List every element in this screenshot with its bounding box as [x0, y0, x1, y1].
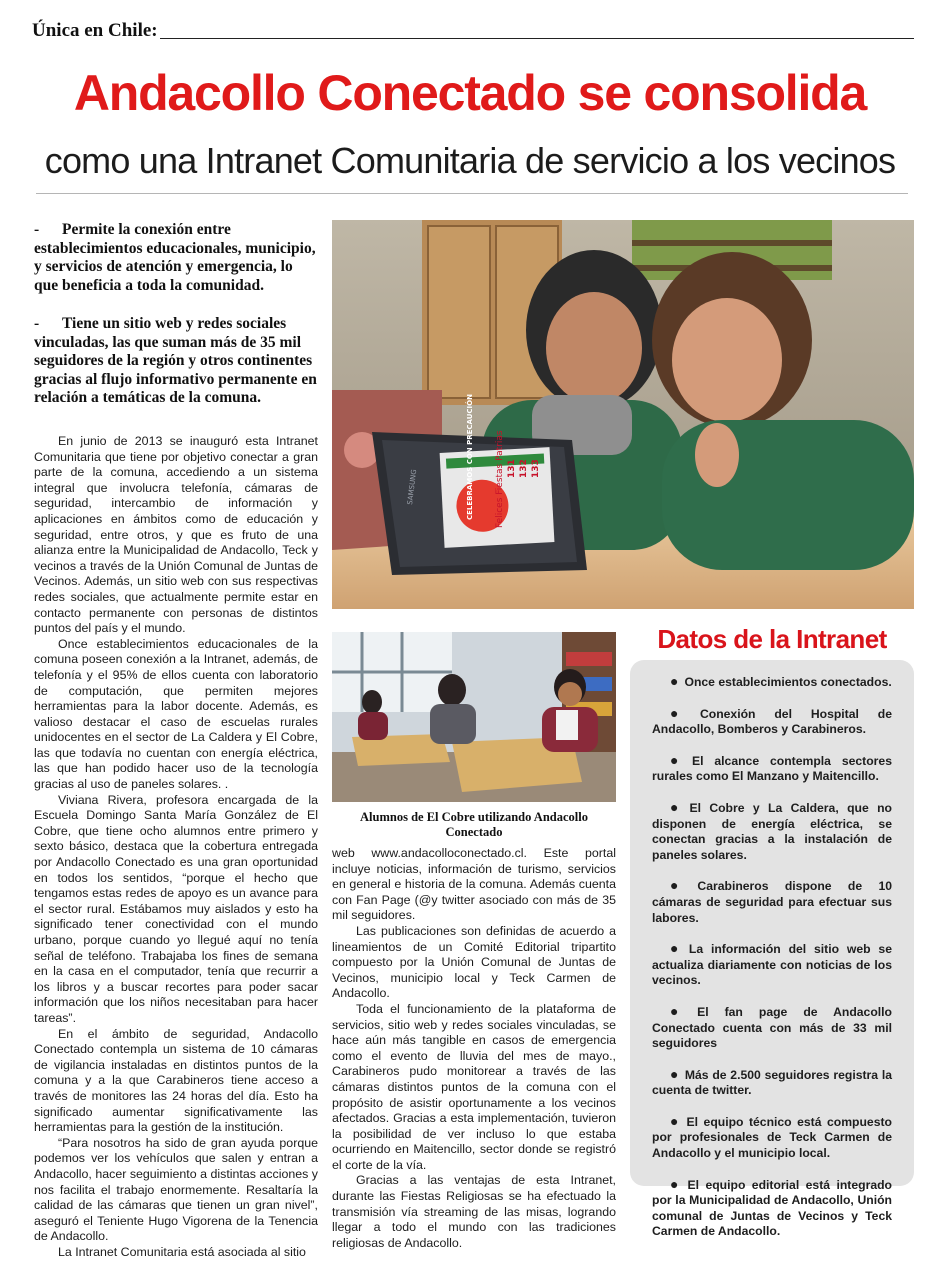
bullet-dot-icon: ●: [670, 1175, 682, 1192]
sidebar-item: ● Más de 2.500 seguidores registra la cuenta de twitter.: [652, 1065, 892, 1098]
bullet-dot-icon: ●: [670, 673, 679, 689]
article-paragraph: En el ámbito de seguridad, Andacollo Conectado contempla un sistema de 10 cámaras de vigilancia instaladas en distintos puntos de la comuna y a la que Carabineros tiene acceso a través de monitores las 24 horas del día. Esto ha significado aumentar significativamente las herramientas para la gestión de la institución.: [34, 1026, 318, 1135]
bullet-text: Tiene un sitio web y redes sociales vinculadas, las que suman más de 35 mil seguidores de la región y otros continentes gracias al flujo informativo permanente en relación a temáticas de la comuna.: [34, 315, 317, 406]
sticker-text: CELEBRAMOS CON PRECAUCIÓN: [466, 394, 474, 520]
article-column-middle: [332, 846, 616, 1251]
article-paragraph: La Intranet Comunitaria está asociada al sitio: [58, 1244, 306, 1259]
article-paragraph: Once establecimientos educacionales de la comuna poseen conexión a la Intranet, además, de telefonía y el 95% de ellos cuenta con laboratorio de computación, que permiten mejores herramientas para la labor docente. Además, es valioso destacar el caso de escuelas rurales unidocentes en el sector de La Caldera y El Cobre, las que todavía no cuentan con energía eléctrica, las que han podido hacer uso de la tecnología gracias al uso de paneles solares. .: [34, 636, 318, 792]
bullet-dot-icon: ●: [670, 1065, 679, 1082]
header-divider: [36, 193, 908, 194]
sidebar-item: ● La información del sitio web se actualiza diariamente con noticias de los vecinos.: [652, 940, 892, 988]
classroom-photo: [332, 632, 616, 802]
article-paragraph: Viviana Rivera, profesora encargada de la Escuela Domingo Santa María González de El Cobre, que tiene ocho alumnos entre primero y sexto básico, destaca que la cobertura entregada por Andacollo Conectado es una gran oportunidad en todos los sentidos, “porque el hecho que tengamos estas redes de apoyo es un avance para el sector rural. Estábamos muy aislados y esto ha significado tener conectividad con el mundo urbano, porque cuando yo llegué aquí no tenía señal de teléfono. Trabajaba los fines de semana en la casa en el computador, tenía que recurrir a los libros y a buscar recortes para poder sacar información que los niños necesitaban para hacer tareas”.: [34, 792, 318, 1025]
sidebar-item: ● El fan page de Andacollo Conectado cuenta con más de 33 mil seguidores: [652, 1002, 892, 1051]
sidebar-box: [630, 660, 914, 1239]
article-paragraph: Gracias a las ventajas de esta Intranet, durante las Fiestas Religiosas se ha efectuado la transmisión vía streaming de las misas, logrando llegar a todo el mundo con las tradiciones religiosas de Andacollo.: [332, 1173, 616, 1250]
summary-bullet: [34, 221, 318, 295]
section-label: Única en Chile:: [32, 20, 158, 41]
bullet-dash: -: [34, 315, 40, 332]
photo-caption: Alumnos de El Cobre utilizando Andacollo Conectado: [360, 810, 588, 839]
sidebar-item: ● El equipo técnico está compuesto por profesionales de Teck Carmen de Andacollo y el municipio local.: [652, 1112, 892, 1161]
article-paragraph: web www.andacolloconectado.cl. Este portal incluye noticias, información de turismo, servicios en general e historia de la comuna. Además cuenta con Fan Page (@y twitter asociado con más de 35 mil seguidores.: [332, 846, 616, 923]
article-paragraph: “Para nosotros ha sido de gran ayuda porque podemos ver los vehículos que salen y entran a Andacollo, hacer seguimiento a distintas acciones y nos facilita el trabajo enormemente. Resaltaría la calidad de las cámaras que tienen un gran nivel”, aseguró el Teniente Hugo Vigorena de la Tenencia de Andacollo.: [34, 1135, 318, 1244]
sidebar-item: ● Once establecimientos conectados.: [670, 673, 892, 689]
bullet-dot-icon: ●: [670, 751, 686, 768]
bullet-dash: -: [34, 221, 40, 238]
sticker-number: 131: [507, 459, 517, 478]
sidebar-item: ● El equipo editorial está integrado por la Municipalidad de Andacollo, Unión comunal de Juntas de Vecinos y Teck Carmen de Andacollo.: [652, 1175, 892, 1239]
article-paragraph: Las publicaciones son definidas de acuerdo a lineamientos de un Comité Editorial tripartito compuesto por la Unión Comunal de Juntas de Vecinos, municipio local y Teck Carmen de Andacollo.: [332, 923, 616, 1001]
section-rule: [160, 38, 914, 39]
main-photo: [332, 220, 914, 609]
bullet-dot-icon: ●: [670, 1112, 681, 1129]
bullet-dot-icon: ●: [670, 877, 692, 894]
bullet-dot-icon: ●: [670, 798, 684, 815]
sticker-number: 133: [531, 459, 541, 478]
sidebar-title: Datos de la Intranet: [657, 624, 887, 654]
bullet-dot-icon: ●: [670, 704, 694, 721]
sidebar-item: ● El alcance contempla sectores rurales como El Manzano y Maitencillo.: [652, 751, 892, 784]
sticker-title: Felices Fiestas Patrias: [495, 430, 505, 528]
sticker-number: 132: [519, 459, 529, 478]
sidebar-list: [630, 660, 914, 1240]
sidebar-item: ● El Cobre y La Caldera, que no disponen de energía eléctrica, se conectan gracias a la instalación de paneles solares.: [652, 798, 892, 862]
sidebar-item: ● Carabineros dispone de 10 cámaras de seguridad para efectuar sus labores.: [652, 877, 892, 925]
article-paragraph: Toda el funcionamiento de la plataforma de servicios, sitio web y redes sociales vinculadas, se hace aún más tangible en casos de emergencia como el evento de lluvia del mes de mayo., Carabineros pudo monitorear a través de las cámaras distintos puntos de la comuna con el propósito de asistir oportunamente a los vecinos afectados. Gracias a esta implementación, tuvieron la posibilidad de ver incluso lo que estaba ocurriendo en Maitencillo, sector donde se registró el corte de la vía.: [332, 1001, 616, 1172]
subheadline: como una Intranet Comunitaria de servicio a los vecinos: [44, 140, 896, 181]
laptop-brand: SAMSUNG: [406, 468, 419, 506]
bullet-text: Permite la conexión entre establecimientos educacionales, municipio, y servicios de atención y emergencia, lo que beneficia a toda la comunidad.: [34, 221, 316, 294]
bullet-dot-icon: ●: [670, 1002, 692, 1019]
article-column-left: [34, 434, 318, 1260]
sidebar-item: ● Conexión del Hospital de Andacollo, Bomberos y Carabineros.: [652, 704, 892, 737]
headline: Andacollo Conectado se consolida: [73, 65, 867, 121]
bullet-dot-icon: ●: [670, 940, 683, 957]
summary-bullet: [34, 315, 318, 408]
article-paragraph: En junio de 2013 se inauguró esta Intranet Comunitaria que tiene por objetivo conectar a gran parte de la comuna, accediendo a un sistema integral que involucra telefonía, cámaras de seguridad, intercambio de información y aplicaciones en ámbitos como de educación y seguridad, entre otros, y que es fruto de una alianza entre la Municipalidad de Andacollo, Teck y vecinos a través de la Unión Comunal de Juntas de Vecinos. Además, un sitio web con sus respectivas redes sociales, que actualmente permite estar en contacto permanente con personas de distintos puntos del país y el mundo.: [34, 434, 318, 636]
